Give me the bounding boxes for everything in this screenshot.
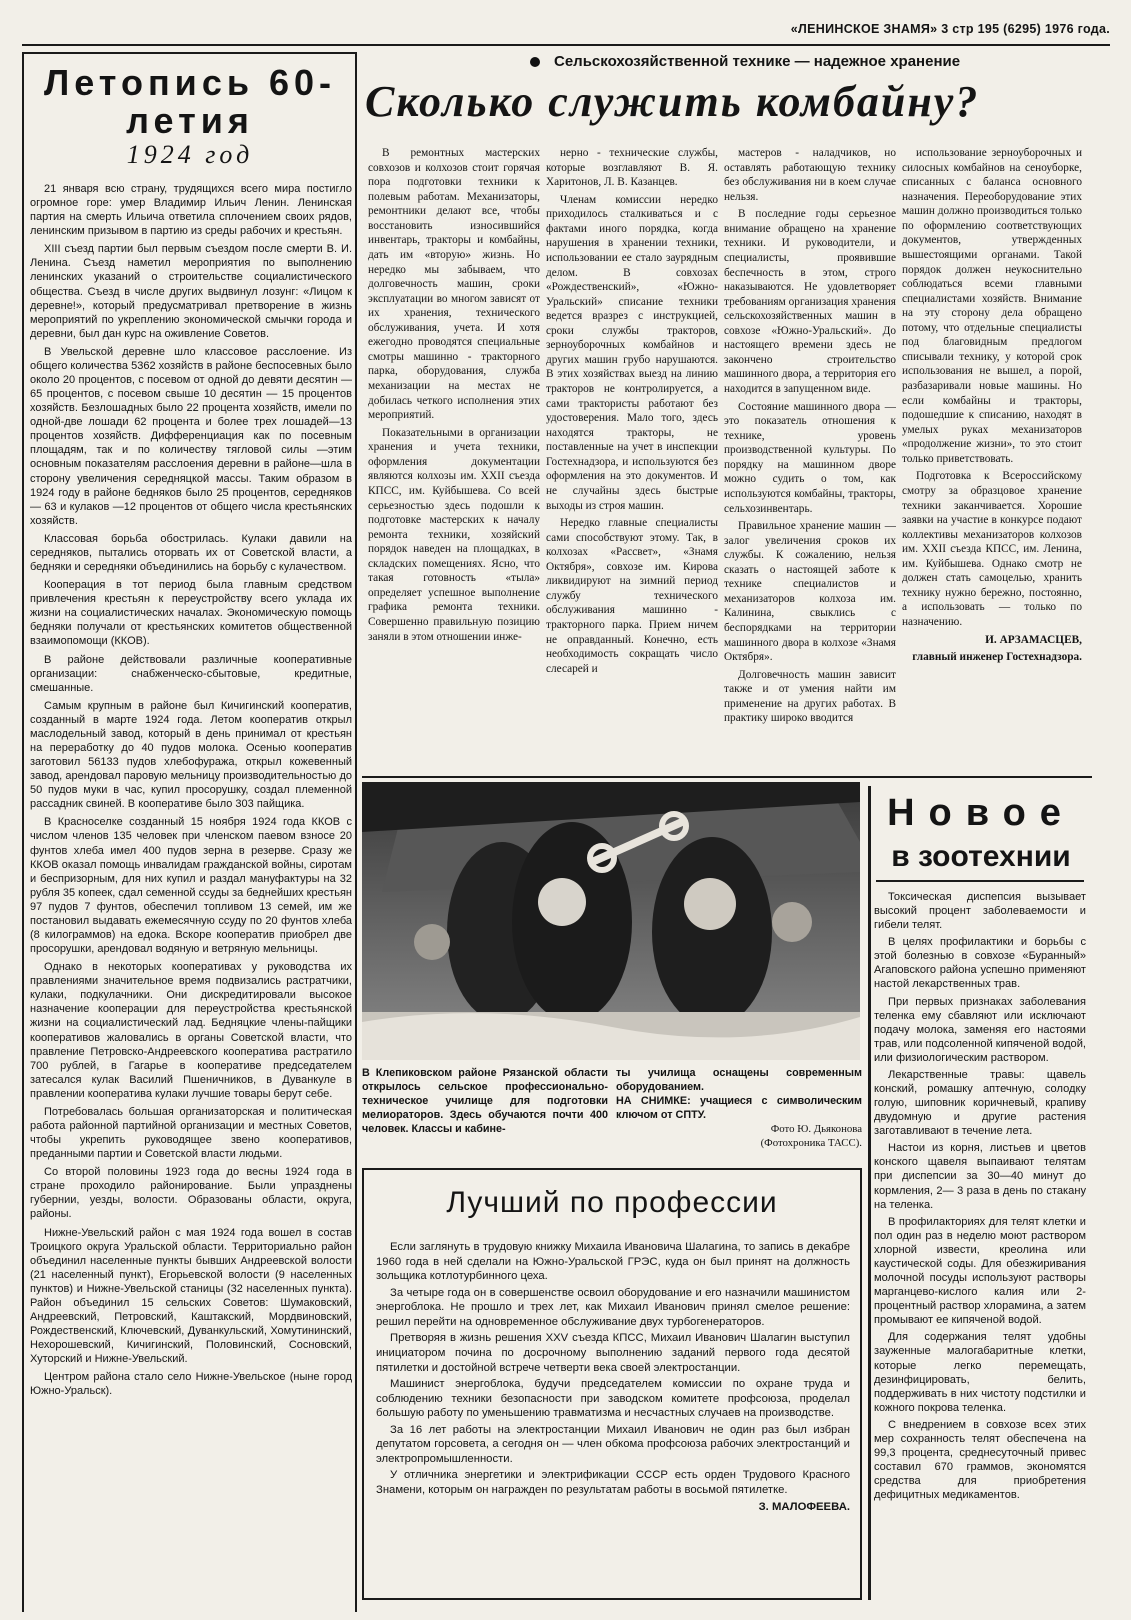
best-paragraph: За 16 лет работы на электростанции Михаил Иванович не один раз был избран депутатом горсовета, а сегодня он — член обкома профсоюза рабочих электростанций и электропромышленности. [376,1423,850,1465]
article-paragraph: В ремонтных мастерских совхозов и колхозов стоит горячая пора подготовки техники к полевым работам. Механизаторы, ремонтники делают все, чтобы восстановить износившийся инвентарь, тракторы и комбайны, дать им «вторую» жизнь. Но нередко мы забываем, что долговечность машин, сроки эксплуатации во многом зависят от их хранения, технического обслуживания, учета. И хотя ежегодно проводятся специальные смотры машинно - тракторного парка, оборудования, служба механизации на местах не добилась четкого исполнения этих мероприятий. [368,147,540,422]
chronicle-paragraph: В Увельской деревне шло классовое расслоение. Из общего количества 5362 хозяйств в районе беспосевных было около 20 процентов, с посевом от одной до девяти десятин — 65 процентов, с посевом свыше 10 десятин — 15 процентов хозяйств. Безлошадных было 22 процента хозяйств, имели по одной-две лошади 62 процента и более трех лошадей—13 процентов хозяйств. Дифференциация как по посевным площадям, так и по количеству тягловой силы —этим основным показателям расслоения деревни в районе—шла в сторону увеличения середняцкой массы. Таким образом в 1924 году в районе бедняков было 25 процентов, середняков— 63 и кулаков —12 процентов от общего числа крестьянских хозяйств. [30,345,352,527]
best-paragraph: У отличника энергетики и электрификации СССР есть орден Трудового Красного Знамени, которым он награжден по результатам работы в восьмой пятилетке. [376,1469,850,1496]
article-column-1 [368,146,540,770]
zoo-paragraph: С внедрением в совхозе всех этих мер сохранность телят обеспечена на 99,3 процента, среднесуточный привес составил 670 граммов, экономятся средства для приобретения дефицитных медикаментов. [874,1418,1086,1502]
zoo-subtitle: в зоотехнии [891,840,1071,873]
photo-students-with-key [362,782,860,1060]
chronicle-border-left [22,52,24,1612]
article-paragraph: Состояние машинного двора — это показатель отношения к технике, уровень производственной культуры. По порядку на машинном дворе можно судить о том, как используются комбайны, тракторы, сельхозинвентарь. [724,400,896,515]
photo-credit-agency: (Фотохроника ТАСС). [760,1137,862,1150]
article-paragraph: Показательными в организации хранения и учета техники, оформления документации являются колхозы им. XXII съезда КПСС, им. Куйбышева. Со всей серьезностью здесь подошли к подготовке мастерских к началу ремонта техники, хозяйский порядок наведен на площадках, в складских помещениях. Ясно, что такая готовность «тыла» определяет успешное выполнение графика ремонта техники. Совершенно правильную позицию заняли в этом отношении инже- [368,426,540,643]
article-rubric [530,53,1090,70]
photo-credit: Фото Ю. Дьяконова [770,1123,862,1136]
chronicle-paragraph: Со второй половины 1923 года до весны 1924 года в стране проходило районирование. Были упразднены губернии, уезды, волости. Образованы области, округа, районы. [30,1166,352,1221]
article-column-2 [546,146,718,770]
chronicle-paragraph: Кооперация в тот период была главным средством привлечения крестьян к переустройству всего уклада их жизни на социалистических началах. Экономическую помощь бедняки получали от крестьянских комитетов общественной взаимопомощи (ККОВ). [30,579,352,648]
chronicle-paragraph: Нижне-Увельский район с мая 1924 года вошел в состав Троицкого округа Уральской области. Территориально район объединил населенные пункты бывших Андреевской волости (21 населенный пункт), Егорьевской волости (9 населенных пунктов) и Нижне-Увельской станицы (32 населенных пункта). Район объединил 15 сельских Советов: Шумаковский, Андреевский, Петровский, Каштакский, Мордвиновский, Рождественский, Ключевский, Дуванкульский, Хомутининский, Нехорошевский, Кичигинский, Половинский, Сосновский, Хуторский и Нижне-Увельский. [30,1226,352,1366]
caption-label-text: учащиеся с символическим ключом от СПТУ. [616,1095,862,1122]
zoo-paragraph: Настои из корня, листьев и цветов конского щавеля выпаивают телятам при диспепсии за 30—40 минут до кормления, 2— 3 раза в день по стакану на теленка. [874,1142,1086,1211]
caption-left: В Клепиковском районе Рязанской области открылось сельское профессионально-техническое училище для подготовки мелиораторов. Здесь обучаются почти 400 человек. Классы и кабине- [362,1067,608,1136]
chronicle-paragraph: XIII съезд партии был первым съездом после смерти В. И. Ленина. Съезд наметил мероприятия по выполнению ленинских указаний о строительстве социалистического общества. Съезд в числе других выдвинул лозунг: «Лицом к деревне!», который предусматривал претворение в жизнь мероприятий по укреплению экономической смычки города и деревни, был дан курс на оживление Советов. [30,243,352,340]
article-column-4 [902,146,1082,772]
chronicle-body [30,182,352,1602]
caption-on-photo [616,1094,862,1122]
best-paragraph: Если заглянуть в трудовую книжку Михаила Ивановича Шалагина, то запись в декабре 1960 года в ней сделали на Южно-Уральской ГРЭС, куда он был принят на должность зольщика котлотурбинного цеха. [376,1241,850,1283]
chronicle-paragraph: В Красноселке созданный 15 ноября 1924 года ККОВ с числом членов 135 человек при членском паевом взносе 20 фунтов хлеба имел 400 пудов зерна в резерве. Сразу же ККОВ оказал помощь инвалидам гражданской войны, сиротам и беспризорным, для них купил и раздал мануфактуры на 32 рубля 35 копеек, сдал семенной ссуды за беднейших крестьян 97 пудов 7 фунтов, обеспечил топливом 13 семей, им же постановил выдавать ежемесячную ссуду по 20 фунтов хлеба (8 килограммов) на едока. Вскоре кооператив приобрел две просорушки, арендовал водяную и ветряную мельницы. [30,816,352,956]
article-paragraph: Нередко главные специалисты сами способствуют этому. Так, в колхозах «Рассвет», «Знамя Октября», совхозе им. Кирова ликвидируют на зимний период службу технического обслуживания машинно - тракторного парка. Прием ничем не оправданный. Конечно, есть необходимость сокращать число слесарей и [546,517,718,675]
zoo-paragraph: Лекарственные травы: щавель конский, ромашку аптечную, солодку голую, шиповник коричневый, крапиву двудомную и другие растения заготавливают в течение лета. [874,1068,1086,1138]
best-title: Лучший по профессии [446,1186,778,1219]
chronicle-border-right [355,52,357,1612]
zoo-body [874,890,1086,1600]
chronicle-paragraph: Однако в некоторых кооперативах у руководства их правлениями значительное время подвизались растратчики, кулаки, подкулачники. Они дискредитировали высокое назначение кооперации для переустройства крестьянской жизни на социалистический лад. Бедняцкие члены-пайщики кооперативов жаловались в органы Советской власти, что правление Петровско-Андреевского кооператива растратило 700 рублей, в Гагарье в кооперативе председателем затесался кулак Василий Пшеничников, в Дуванкуле в правлении кооператива кулаки лучшие товары берут себе. [30,961,352,1100]
chronicle-paragraph: Классовая борьба обострилась. Кулаки давили на середняков, пытались оторвать их от Советской власти, а бедняки и середняки объединились на борьбу с кулачеством. [30,532,352,574]
zoo-paragraph: При первых признаках заболевания теленка ему сбавляют или исключают подачу молока, заменяя его настоями трав, или подсоленной кипяченой водой, или физиологическим раствором. [874,995,1086,1064]
article-column-3 [724,146,896,770]
photo-caption [362,1066,862,1162]
chronicle-paragraph: В районе действовали различные кооперативные организации: снабженческо-сбытовые, кредитные, смешанные. [30,653,352,694]
photo-image [362,782,860,1060]
article-paragraph: В последние годы серьезное внимание обращено на хранение техники. И руководители, и специалисты, проявившие беспечность в этом, строго наказываются. Не удовлетворяет требованиям организация хранения сельскохозяйственных машин в совхозе «Южно-Уральский». До настоящего времени здесь не закончено строительство машинного двора, а территория его находится в запущенном виде. [724,208,896,395]
article-paragraph: мастеров - наладчиков, но оставлять работающую технику без обслуживания ни в коем случае нельзя. [724,147,896,203]
article-author: И. АРЗАМАСЦЕВ, [985,633,1082,646]
article-headline: Сколько служить комбайну? [365,77,980,126]
best-author: З. МАЛОФЕЕВА. [758,1500,850,1513]
caption-label: НА СНИМКЕ: [616,1095,691,1108]
best-paragraph: Претворяя в жизнь решения XXV съезда КПСС, Михаил Иванович Шалагин выступил инициатором почина по досрочному выполнению заданий первого года десятой пятилетки и достойной встрече четверти века своей электростанции. [376,1332,850,1374]
best-body [376,1240,850,1590]
chronicle-border-top [22,52,357,54]
chronicle-year: 1924 год [126,140,254,169]
bullet-icon [530,57,540,67]
chronicle-paragraph: Центром района стало село Нижне-Увельское (ныне город Южно-Уральск). [30,1371,352,1398]
zoo-paragraph: Токсическая диспепсия вызывает высокий процент заболеваемости и гибели телят. [874,891,1086,932]
rubric-text: Сельскохозяйственной технике — надежное хранение [554,53,961,70]
article-bottom-rule [362,776,1092,778]
article-author-title: главный инженер Гостехнадзора. [912,651,1082,664]
best-paragraph: За четыре года он в совершенстве освоил оборудование и его назначили машинистом энергоблока. Не прошло и трех лет, как Михаил Иванович принял смелое решение: решил перейти на одновременное обслуживание двух турбогенераторов. [376,1286,850,1328]
top-rule [22,44,1110,46]
article-paragraph: Правильное хранение машин — залог увеличения сроков их службы. К сожалению, нельзя сказать о настоящей заботе к технике специалистов и механизаторов колхоза им. Калинина, свыклись с беспорядками на территории машинного двора в колхозе «Знамя Октября». [724,520,896,664]
caption-right: ты училища оснащены современным оборудованием. [616,1067,862,1094]
chronicle-title: Летопись 60-летия [43,62,336,141]
article-paragraph: нерно - технические службы, которые возглавляют В. Я. Харитонов, Л. В. Казанцев. [546,147,718,189]
zoo-paragraph: В целях профилактики и борьбы с этой болезнью в совхозе «Буранный» Агаповского района успешно применяют настой лекарственных трав. [874,936,1086,991]
best-paragraph: Машинист энергоблока, будучи председателем комиссии по охране труда и соблюдению техники безопасности при заводском комитете профсоюза, проделал большую работу по уменьшению травматизма и несчастных случаев на производстве. [376,1378,850,1420]
article-paragraph: использование зерноуборочных и силосных комбайнов на сеноуборке, списанных с баланса основного назначения. Переоборудование этих машин должно производиться только по оформлению соответствующих документов, утвержденных вышестоящими органами. Такой порядок должен неукоснительно соблюдаться всеми главными специалистами хозяйств. Внимание на эту сторону дела обращено потому, что отдельные специалисты под благовидным предлогом списывали технику, у которой срок использования не вышел, а порой, разбазаривали новые машины. Но если комбайны и тракторы, подошедшие к списанию, находят в умелых руках механизаторов «продолжение жизни», то это стоит только приветствовать. [902,147,1082,465]
caption-right-block [616,1066,862,1150]
chronicle-paragraph: Потребовалась большая организаторская и политическая работа районной партийной организации и местных Советов, чтобы укрепить руководящее звено кооперативов, преданными партии и Советской власти людьми. [30,1105,352,1161]
article-paragraph: Членам комиссии нередко приходилось сталкиваться и с фактами иного порядка, когда нарушения в хранении техники, использовании ее стало заурядным делом. В совхозах «Рождественский», «Южно-Уральский» списание техники ведется вразрез с инструкцией, сроки службы тракторов, зерноуборочных комбайнов и других машин грубо нарушаются. В этих хозяйствах выезд на линию тракторов не контролируется, а сами трактористы работают без удостоверения. Мало того, здесь находятся тракторы, не поставленные на учет в инспекции Гостехнадзора, и используются без оформления на это документов. И не случайны здесь быстрые выходы из строя машин. [546,193,718,512]
article-paragraph: Подготовка к Всероссийскому смотру за образцовое хранение техники заканчивается. Хорошие заявки на участие в конкурсе подают коллективы механизаторов колхозов им. XXII съезда КПСС, им. Ленина, им. Куйбышева. Однако смотр не должен стать самоцелью, хранить технику нужно бережно, постоянно, а использовать — только по назначению. [902,470,1082,628]
masthead: «ЛЕНИНСКОЕ ЗНАМЯ» 3 стр 195 (6295) 1976 года. [790,22,1110,36]
chronicle-paragraph: Самым крупным в районе был Кичигинский кооператив, созданный в марте 1924 года. Летом кооператив открыл маслодельный завод, который в день принимал от крестьян на переработку до 40 пудов молока. Осенью кооператив заготовил 56133 пудов хлебофуража, открыл кожевенный завод, арендовал паровую мельницу производительностью до 50 пудов муки в час, купил просорушку, создал племенной рассадник свиней. В кооперативе было 303 пайщика. [30,699,352,811]
article-paragraph: Долговечность машин зависит также и от умения найти им применение на других работах. В практику широко вводится [724,668,896,725]
zoo-title: Новое [887,792,1075,834]
chronicle-paragraph: 21 января всю страну, трудящихся всего мира постигло огромное горе: умер Владимир Ильич Ленин. Ленинская партия на смерть Ильича ответила сплочением своих рядов, ленинским призывом в партию из среды рабочих и крестьян. [30,183,352,238]
zoo-paragraph: В профилакториях для телят клетки и пол один раз в неделю моют раствором хлорной извести, креолина или каустической соды. Для обезжиривания молочной посуды используют растворы марганцево-кислого калия или 2-процентный раствор хлорамина, а затем промывают ее кипяченой водой. [874,1215,1086,1327]
zoo-title-rule [876,880,1084,882]
zoo-paragraph: Для содержания телят удобны зауженные малогабаритные клетки, которые легко перемещать, дезинфицировать, белить, поддерживать в них чистоту подстилки и кожного покрова теленка. [874,1331,1086,1414]
